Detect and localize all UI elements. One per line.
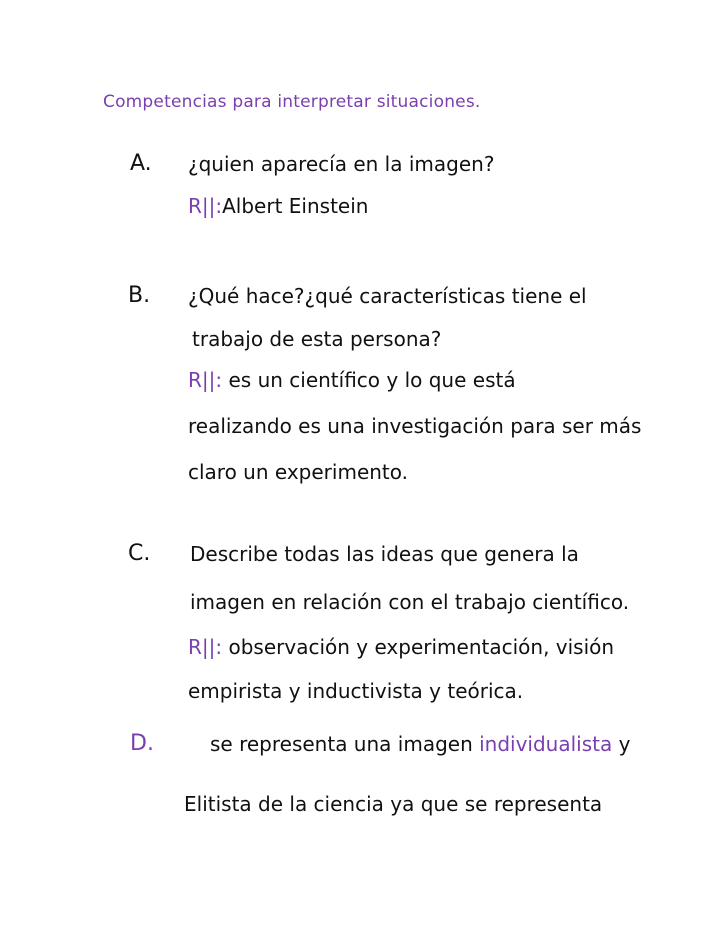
answer-b-line-2: realizando es una investigación para ser más	[188, 414, 642, 438]
answer-c-text-1: observación y experimentación, visión	[228, 635, 615, 659]
question-b-line-2: trabajo de esta persona?	[192, 327, 442, 351]
item-d-text-1: se representa una imagen	[210, 732, 473, 756]
item-d-highlight: individualista	[479, 732, 613, 756]
item-d-text-2: y	[618, 732, 631, 756]
item-marker-d: D.	[130, 731, 154, 756]
item-marker-a: A.	[130, 151, 152, 176]
answer-a	[188, 192, 368, 220]
answer-b-line-1	[188, 366, 516, 394]
item-marker-c: C.	[128, 541, 151, 566]
question-b-line-1: ¿Qué hace?¿qué características tiene el	[188, 284, 587, 308]
answer-b-text-1: es un científico y lo que está	[228, 368, 516, 392]
answer-a-label: R||:	[188, 194, 223, 218]
item-d-line-2: Elitista de la ciencia ya que se representa	[184, 792, 603, 816]
page-title: Competencias para interpretar situaciones.	[103, 92, 481, 112]
answer-c-line-2: empirista y inductivista y teórica.	[188, 679, 524, 703]
item-d-line-1	[210, 730, 630, 758]
question-c-line-1: Describe todas las ideas que genera la	[190, 542, 579, 566]
question-a-line-1: ¿quien aparecía en la imagen?	[188, 152, 495, 176]
answer-b-label: R||:	[188, 368, 223, 392]
question-c-line-2: imagen en relación con el trabajo científico.	[190, 590, 630, 614]
item-marker-b: B.	[128, 283, 151, 308]
answer-c-label: R||:	[188, 635, 223, 659]
answer-a-text: Albert Einstein	[222, 194, 369, 218]
answer-c-line-1	[188, 633, 614, 661]
answer-b-line-3: claro un experimento.	[188, 460, 409, 484]
